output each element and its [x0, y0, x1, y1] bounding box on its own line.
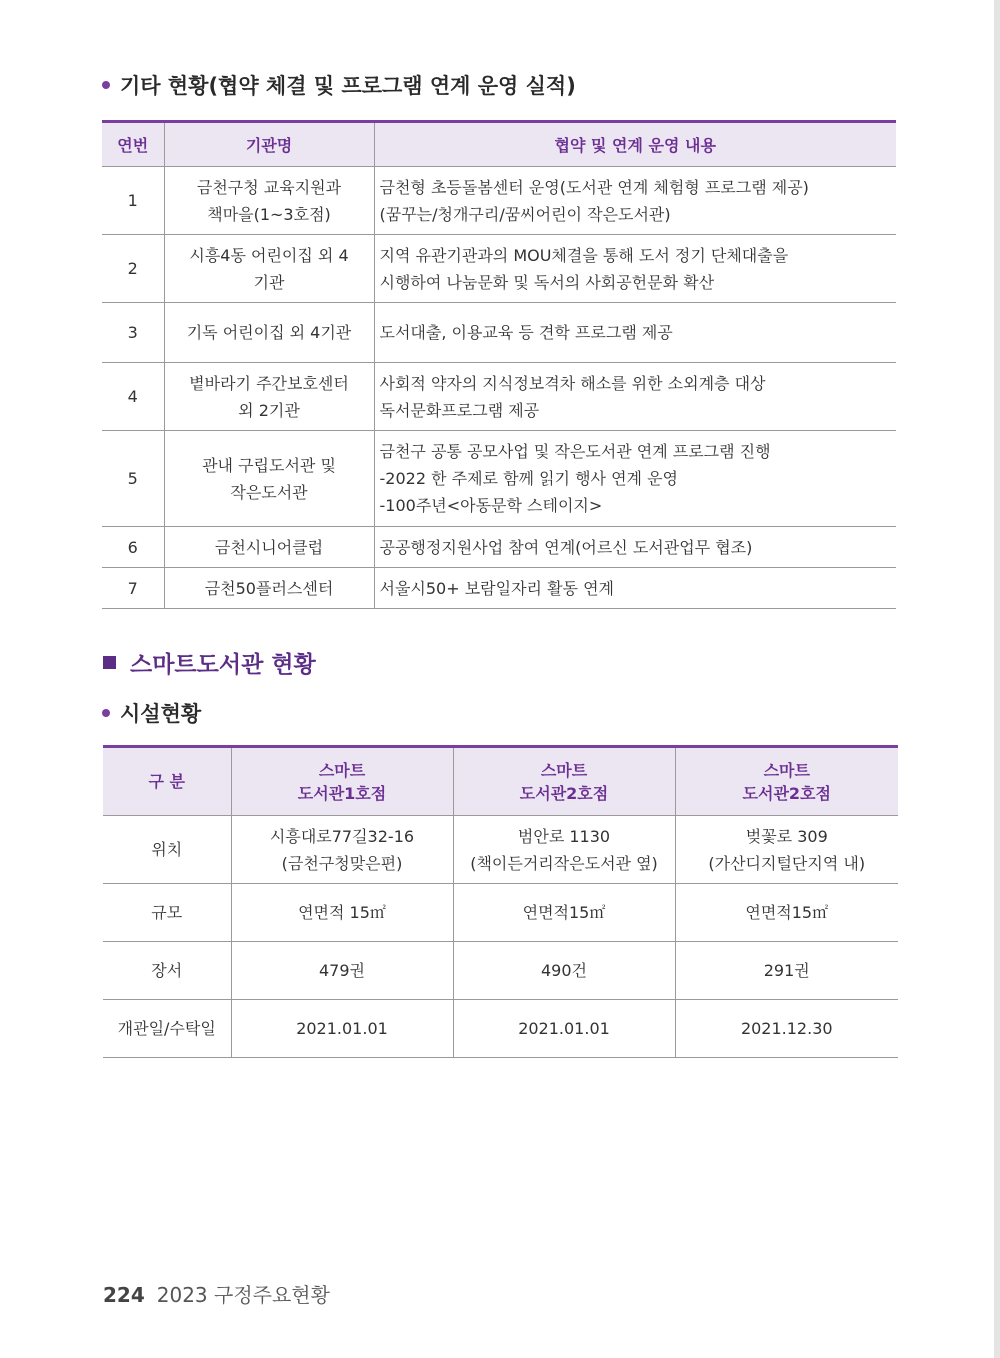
facility-table: [103, 745, 898, 1058]
org-line: 금천50플러스센터: [204, 578, 334, 598]
org-line: 책마을(1~3호점): [207, 204, 331, 224]
cell-line: 범안로 1130: [517, 826, 611, 846]
facility-heading: [102, 698, 201, 728]
content-line: 금천형 초등돌봄센터 운영(도서관 연계 체험형 프로그램 제공): [379, 177, 809, 197]
collection-cell: 479권: [231, 942, 453, 1000]
header-line: 도서관2호점: [742, 783, 831, 803]
location-cell: [453, 816, 675, 884]
other-status-heading-text: 기타 현황(협약 체결 및 프로그램 연계 운영 실적): [120, 74, 576, 98]
org-line: 시흥4동 어린이집 외 4: [189, 245, 349, 265]
table-row: [103, 884, 898, 942]
row-number: 4: [102, 363, 164, 431]
agreement-content: [374, 527, 896, 568]
org-name: [164, 363, 374, 431]
page-number: 224: [103, 1283, 145, 1307]
location-cell: [231, 816, 453, 884]
content-line: (꿈꾸는/청개구리/꿈씨어린이 작은도서관): [379, 204, 671, 224]
header-line: 스마트: [540, 760, 588, 780]
cell-line: 벚꽃로 309: [745, 826, 828, 846]
org-line: 기독 어린이집 외 4기관: [186, 323, 352, 342]
other-status-heading: [102, 70, 576, 100]
bullet-icon: [102, 709, 110, 717]
header-line: 도서관1호점: [297, 783, 387, 803]
org-line: 외 2기관: [238, 400, 300, 420]
table-row: [103, 816, 898, 884]
agreement-header-number: 연번: [102, 122, 164, 167]
org-line: 기관: [253, 272, 285, 292]
table-row: [102, 167, 896, 235]
content-line: 금천구 공통 공모사업 및 작은도서관 연계 프로그램 진행: [379, 442, 771, 461]
row-label: 개관일/수탁일: [103, 1000, 231, 1058]
table-row: [102, 431, 896, 527]
row-number: 3: [102, 303, 164, 363]
agreement-content: [374, 431, 896, 527]
content-line: 도서대출, 이용교육 등 견학 프로그램 제공: [379, 323, 673, 342]
table-row: [102, 303, 896, 363]
opening-date-cell: 2021.01.01: [453, 1000, 675, 1058]
row-number: 5: [102, 431, 164, 527]
cell-line: (금천구청맞은편): [281, 853, 403, 873]
square-bullet-icon: [103, 656, 116, 669]
location-cell: [675, 816, 898, 884]
content-line: 지역 유관기관과의 MOU체결을 통해 도서 정기 단체대출을: [379, 245, 789, 265]
cell-line: (책이든거리작은도서관 옆): [470, 853, 658, 873]
collection-cell: 490건: [453, 942, 675, 1000]
agreement-content: [374, 363, 896, 431]
row-number: 7: [102, 568, 164, 609]
collection-cell: 291권: [675, 942, 898, 1000]
size-cell: 연면적15㎡: [453, 884, 675, 942]
content-line: 공공행정지원사업 참여 연계(어르신 도서관업무 협조): [379, 537, 753, 557]
opening-date-cell: 2021.12.30: [675, 1000, 898, 1058]
agreement-header-content: 협약 및 연계 운영 내용: [374, 122, 896, 167]
cell-line: 시흥대로77길32-16: [269, 826, 415, 846]
row-number: 6: [102, 527, 164, 568]
org-line: 관내 구립도서관 및: [202, 455, 336, 475]
publication-title: 2023 구정주요현황: [156, 1283, 330, 1307]
facility-header-branch-3: [675, 747, 898, 816]
facility-header-branch-2: [453, 747, 675, 816]
facility-heading-text: 시설현황: [120, 702, 202, 726]
page-edge: [994, 0, 1000, 1358]
org-line: 작은도서관: [230, 482, 308, 502]
row-label: 규모: [103, 884, 231, 942]
org-name: [164, 167, 374, 235]
table-row: [103, 1000, 898, 1058]
row-number: 1: [102, 167, 164, 235]
org-name: [164, 568, 374, 609]
agreement-table: [102, 120, 896, 609]
row-label: 장서: [103, 942, 231, 1000]
content-line: -2022 한 주제로 함께 읽기 행사 연계 운영: [379, 469, 678, 488]
agreement-header-org: 기관명: [164, 122, 374, 167]
header-line: 스마트: [763, 760, 810, 780]
size-cell: 연면적 15㎡: [231, 884, 453, 942]
table-row: [102, 235, 896, 303]
facility-header-branch-1: [231, 747, 453, 816]
agreement-content: [374, 235, 896, 303]
row-number: 2: [102, 235, 164, 303]
org-line: 금천시니어클럽: [214, 537, 324, 557]
opening-date-cell: 2021.01.01: [231, 1000, 453, 1058]
org-line: 금천구청 교육지원과: [196, 177, 342, 197]
facility-header-category: 구 분: [103, 747, 231, 816]
agreement-content: [374, 303, 896, 363]
content-line: 사회적 약자의 지식정보격차 해소를 위한 소외계층 대상: [379, 373, 766, 393]
table-row: [102, 568, 896, 609]
table-row: [102, 527, 896, 568]
content-line: 서울시50+ 보람일자리 활동 연계: [379, 578, 614, 598]
org-name: [164, 431, 374, 527]
header-line: 도서관2호점: [519, 783, 609, 803]
section-title-text: 스마트도서관 현황: [130, 652, 316, 678]
org-name: [164, 527, 374, 568]
org-line: 볕바라기 주간보호센터: [189, 373, 349, 393]
content-line: 독서문화프로그램 제공: [379, 400, 540, 420]
page-footer: [103, 1279, 330, 1308]
bullet-icon: [102, 81, 110, 89]
org-name: [164, 235, 374, 303]
content-line: -100주년<아동문학 스테이지>: [379, 496, 603, 515]
agreement-content: [374, 568, 896, 609]
org-name: [164, 303, 374, 363]
section-title: [103, 646, 316, 679]
content-line: 시행하여 나눔문화 및 독서의 사회공헌문화 확산: [379, 272, 715, 292]
size-cell: 연면적15㎡: [675, 884, 898, 942]
cell-line: (가산디지털단지역 내): [708, 853, 866, 873]
table-row: [103, 942, 898, 1000]
row-label: 위치: [103, 816, 231, 884]
header-line: 스마트: [318, 760, 366, 780]
agreement-content: [374, 167, 896, 235]
table-row: [102, 363, 896, 431]
